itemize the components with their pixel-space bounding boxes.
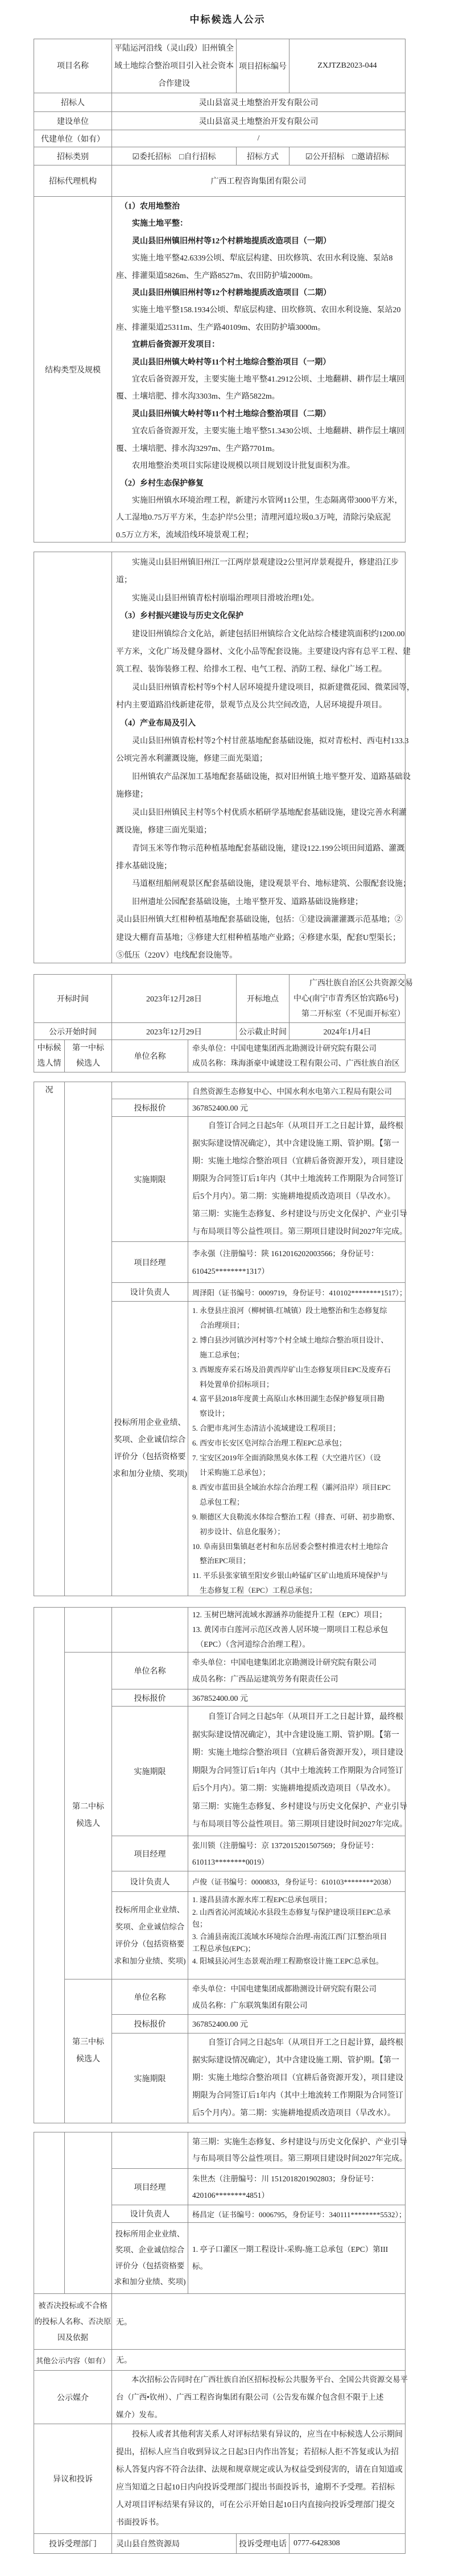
- value-c3-performance-line-0: 1. 亭子口灌区一期工程设计-采购-施工总承包（EPC）第III: [192, 2245, 388, 2254]
- value-bid-category: [111, 147, 237, 165]
- value-structure-scale-part2-line-11: 公顷完善水利灌溉设施，修建三面光渠道；: [116, 755, 267, 764]
- document-title: 中标候选人公示: [189, 14, 266, 25]
- label-first-candidate: [64, 1039, 112, 1072]
- value-c1-performance-line-4: 3. 西塬废弃采石场及沿黄西岸矿山生态修复项目EPC及废弃石: [192, 1365, 391, 1374]
- value-c1-bid-price-line-0: 367852400.00 元: [192, 1104, 248, 1113]
- value-structure-scale-part2-line-21: 建设大棚育苗基地；③修建大红柑种植基地产业路；④修建水渠，配套U型渠长；: [116, 933, 401, 942]
- label-open-time-line-0: 开标时间: [57, 995, 89, 1004]
- value-c2-performance-line-4: 工程总承包(EPC)；: [192, 1944, 255, 1953]
- label-c2-performance-line-2: 评价分（包括资格要: [115, 1939, 185, 1948]
- value-structure-scale-part2-line-16: 青饲玉米等作物示范种植基地配套基础设施，建设122.199公顷田间道路、灌溉: [116, 844, 405, 853]
- value-bid-agency-line-0: 广西工程咨询集团有限公司: [210, 177, 307, 186]
- value-c2-design-lead: [188, 1871, 406, 1892]
- value-c1-impl-period-line-3: 期限为合同签订后1年内（其中土地流转工作期限为合同签订: [192, 1175, 403, 1183]
- label-open-time: [34, 974, 112, 1023]
- label-complaint-phone: [236, 2533, 289, 2554]
- value-objection-complaint-line-3: 应当知道之日起10日内向投诉受理部门提出书面投诉书，逾期不予受理。若招标: [116, 2483, 395, 2492]
- value-c1-performance-cont-line-2: （EPC）（含河道综合治理工程）。: [192, 1640, 311, 1649]
- value-publicity-media-line-0: 本次招标公告同时在广西壮族自治区招标投标公共服务平台、全国公共资源交易平: [116, 2375, 408, 2384]
- value-c3-impl-period-part1: [188, 2033, 406, 2123]
- label-other-publicity: [34, 2349, 112, 2371]
- label-publicity-media: [34, 2370, 112, 2424]
- label-first-candidate-line-1: 候选人: [76, 1059, 100, 1068]
- label-c1-unit-name: [111, 1039, 188, 1072]
- value-c2-performance-line-5: 4. 阳城县沁河生态景观治理工程勘察设计施工EPC总承包。: [192, 1956, 383, 1965]
- label-bid-agency: [34, 165, 112, 197]
- label-second-candidate: [64, 1652, 112, 1979]
- value-c1-performance-line-5: 料处置单价招标项目；: [192, 1380, 274, 1389]
- value-c2-bid-price: [188, 1689, 406, 1707]
- value-c1-design-lead-line-0: 周泽阳（证书编号：0009719，身份证号：410102********1517）；: [192, 1288, 407, 1297]
- label-c1-performance-line-0: 投标所用企业业绩、: [114, 1418, 186, 1427]
- value-agent-build-unit: [111, 130, 406, 147]
- value-structure-scale-part1-line-3: 实施土地平整42.6339公顷、犁底层构建、田坎修筑、农田水利设施、泵站8: [116, 254, 393, 263]
- value-project-name-line-0: 平陆运河沿线（灵山段）旧州镇全: [114, 44, 234, 53]
- label-c3-design-lead: [111, 2205, 188, 2223]
- value-c1-performance-line-17: 整治EPC项目；: [192, 1556, 250, 1566]
- label-structure-type-scale-line-0: 结构类型及规模: [45, 366, 101, 375]
- value-c1-performance-line-0: 1. 永登县庄浪河（柳树镇-红城镇）段土地整治和生态修复综: [192, 1306, 387, 1315]
- label-third-candidate-line-0: 第三中标: [72, 2038, 104, 2047]
- value-objection-complaint-line-4: 人对项目评标结果有异议的，可在公示开始日起10日内直接向投诉受理部门提交: [116, 2501, 395, 2509]
- label-complaint-phone-line-0: 投诉受理电话: [239, 2540, 287, 2549]
- label-bid-method: [236, 147, 289, 165]
- label-c2-unit-name: [111, 1652, 188, 1689]
- value-tenderer: [111, 93, 406, 112]
- value-c3-impl-period-part2: [188, 2132, 406, 2169]
- value-c1-impl-period-line-5: 第三期：实施生态修复、乡村建设与历史文化保护、产业引导: [192, 1210, 407, 1219]
- label-c1-performance-cont: [111, 1607, 188, 1653]
- value-c1-project-manager-line-0: 李永强（注册编号：陕 1612016202003566；身份证号：: [192, 1249, 379, 1258]
- label-bid-number-line-0: 项目招标编号: [239, 63, 287, 71]
- value-c1-performance-line-7: 察设计；: [192, 1409, 230, 1418]
- value-objection-complaint-line-5: 书面投诉书。: [116, 2519, 164, 2527]
- value-construction-unit-line-0: 灵山县富灵土地整治开发有限公司: [198, 117, 318, 126]
- value-c3-impl-period-part1-line-3: 期限为合同签订后1年内（其中土地流转工作期限为合同签订: [192, 2092, 403, 2100]
- value-bid-number-line-0: ZXJTZB2023-044: [317, 61, 377, 70]
- label-rejected-bidders-line-1: 的投标人名称、否决原: [34, 2317, 111, 2326]
- value-structure-scale-part2-line-17: 排水基础设施；: [116, 862, 172, 871]
- value-c1-impl-period-line-0: 自签订合同之日起5年（从项目开工之日起计算，最终根: [192, 1122, 403, 1130]
- value-structure-scale-part1: [111, 196, 406, 542]
- label-c1-design-lead: [111, 1282, 188, 1302]
- value-structure-scale-part2-line-8: 村内主要道路沿线新建花带，景观节点及公共空间改造，人居环境提升项目。: [116, 701, 387, 710]
- value-publicity-media-line-2: 媒介）发布。: [116, 2411, 162, 2419]
- value-c1-bid-price: [188, 1099, 406, 1117]
- label-structure-type-scale: [34, 196, 112, 542]
- value-structure-scale-part1-line-5: 灵山县旧州镇旧州村等12个村耕地提质改造项目（二期）: [116, 289, 331, 298]
- value-structure-scale-part1-line-11: 覆、土壤培肥、排水沟3303m、生产路5822m。: [116, 392, 280, 401]
- value-c3-design-lead-line-0: 杨昌定（证书编号：0006795，身份证号：340111********5532）；: [192, 2210, 407, 2219]
- label-complaint-department-line-0: 投诉受理部门: [49, 2540, 97, 2549]
- label-candidates-col-part3: [34, 1607, 65, 2123]
- value-c3-impl-period-part1-line-4: 后5个月内）。第二期：实施耕地提质改造项目（旱改水）。: [192, 2109, 395, 2118]
- label-c3-performance-line-0: 投标所用企业业绩、: [115, 2230, 185, 2238]
- value-other-publicity: [111, 2349, 406, 2371]
- value-structure-scale-part1-line-2: 灵山县旧州镇旧州村等12个村耕地提质改造项目（一期）: [116, 237, 331, 246]
- value-structure-scale-part2-line-5: 平方米，文化广场及健身器材、文化小品等配套设施。主要建设内容有总平工程、建: [116, 648, 411, 657]
- value-structure-scale-part1-line-7: 座、排灌渠道25311m、生产路40109m、农田防护墙3000m。: [116, 323, 326, 332]
- value-publicity-start-line-0: 2023年12月29日: [146, 1028, 202, 1037]
- value-c2-performance-line-2: 包；: [192, 1920, 208, 1928]
- value-c2-bid-price-line-0: 367852400.00 元: [192, 1694, 248, 1703]
- label-c3-performance-line-1: 奖项、企业诚信综合: [115, 2246, 185, 2254]
- value-structure-scale-part2-line-10: 灵山县旧州镇青松村等2个村甘蔗基地配套基础设施，拟对青松村、西屯村133.3: [116, 737, 409, 746]
- value-c2-project-manager: [188, 1836, 406, 1871]
- label-c2-unit-name-line-0: 单位名称: [134, 1667, 166, 1676]
- label-publicity-media-line-0: 公示媒介: [57, 2393, 89, 2403]
- label-tenderer: [34, 93, 112, 112]
- label-c1-unit-name-line-0: 单位名称: [134, 1053, 166, 1061]
- label-bid-category-line-0: 招标类别: [57, 152, 89, 161]
- value-structure-scale-part2-line-9: （4）产业布局及引入: [116, 719, 196, 728]
- value-c1-performance-cont-line-0: 12. 玉树巴塘河流域水源涵养功能提升工程（EPC）项目；: [192, 1610, 387, 1619]
- label-publicity-end: [236, 1022, 289, 1040]
- value-structure-scale-part1-line-0: （1）农用地整治: [116, 202, 180, 211]
- value-structure-scale-part1-line-14: 覆、土壤培肥、排水沟3297m、生产路7701m。: [116, 444, 280, 453]
- value-c3-unit-name: [188, 1979, 406, 2015]
- value-c1-performance-cont-line-1: 13. 黄冈市白莲河示范区改善人居环境一期项目工程总承包: [192, 1625, 388, 1634]
- value-c2-impl-period-line-4: 后5个月内）。第二期：实施耕地提质改造项目（旱改水）。: [192, 1784, 395, 1794]
- value-c2-impl-period-line-0: 自签订合同之日起5年（从项目开工之日起计算，最终根: [192, 1713, 403, 1722]
- label-publicity-start: [34, 1022, 112, 1040]
- value-c2-impl-period: [188, 1706, 406, 1836]
- value-publicity-end-line-0: 2024年1月4日: [323, 1028, 371, 1037]
- label-first-candidate-line-0: 第一中标: [72, 1044, 104, 1053]
- label-c1-performance: [111, 1301, 188, 1596]
- value-objection-complaint-line-0: 投标人或者其他利害关系人对评标结果有异议的，应当在中标候选人公示期间: [116, 2430, 403, 2439]
- label-candidates-col-part1-line-1: 选人情: [37, 1059, 61, 1068]
- label-open-place: [236, 974, 289, 1023]
- value-structure-scale-part2-line-4: 建设旧州镇综合文化站，新建包括旧州镇综合文化站综合楼建筑面积约1200.00: [116, 629, 405, 639]
- value-c1-impl-period: [188, 1116, 406, 1242]
- value-c1-performance-line-10: 7. 宝安区2019年全面消除黑臭水体工程（大空港片区）（设: [192, 1453, 381, 1463]
- value-c1-performance-line-1: 合治理项目；: [192, 1320, 245, 1330]
- value-structure-scale-part1-line-19: 0.5万立方米，流域沿线环境景观工程；: [116, 531, 254, 540]
- value-open-place: [289, 974, 413, 1023]
- value-c2-impl-period-line-1: 据实际建设情况确定），其中含建设施工期、管护期。【第一: [192, 1730, 399, 1740]
- label-c1-project-manager-line-0: 项目经理: [134, 1258, 166, 1268]
- value-objection-complaint: [111, 2424, 406, 2534]
- label-objection-complaint: [34, 2424, 112, 2534]
- value-c1-project-manager: [188, 1241, 406, 1283]
- value-c3-impl-period-part2-line-0: 第三期：实施生态修复、乡村建设与历史文化保护、产业引导: [192, 2138, 407, 2147]
- label-c1-impl-period-line-0: 实施期限: [134, 1175, 166, 1185]
- value-project-name: [111, 39, 237, 93]
- label-other-publicity-line-0: 其他公示内容（如有）: [35, 2356, 110, 2365]
- label-c1-performance-line-2: 评价分（包括资格要: [114, 1452, 186, 1461]
- value-c1-performance-line-13: 总承包工程；: [192, 1497, 245, 1506]
- value-c1-performance-line-6: 4. 富平县2018年度黄土高原山水林田湖生态保护修复项目勘: [192, 1394, 385, 1403]
- label-c3-performance-line-3: 求和加分业绩、奖项): [114, 2277, 186, 2286]
- label-c2-performance-line-1: 奖项、企业诚信综合: [115, 1922, 185, 1931]
- label-candidates-col-part4: [34, 2132, 65, 2294]
- value-c3-impl-period-part1-line-2: 期：实施土地综合整治项目（宜耕后备资源开发），项目建设: [192, 2074, 403, 2082]
- label-agent-build-unit-line-0: 代建单位（如有）: [41, 135, 105, 144]
- value-c3-project-manager: [188, 2168, 406, 2205]
- value-c1-performance-line-9: 6. 西安市长安区皂河综合治理工程EPC总承包；: [192, 1439, 346, 1448]
- label-structure-scale-cont: [34, 552, 112, 963]
- label-third-candidate-line-1: 候选人: [76, 2055, 100, 2064]
- value-rejected-bidders-line-0: 无。: [116, 2318, 132, 2327]
- value-structure-scale-part2-line-13: 施修建；: [116, 790, 148, 800]
- label-c2-impl-period-line-0: 实施期限: [134, 1767, 166, 1776]
- value-complaint-phone-line-0: 0777-6428308: [293, 2539, 340, 2548]
- label-c3-performance: [111, 2222, 188, 2294]
- label-tenderer-line-0: 招标人: [61, 99, 85, 107]
- value-publicity-end: [289, 1022, 406, 1040]
- label-c2-bid-price-line-0: 投标报价: [134, 1694, 166, 1703]
- value-c1-performance-line-19: 生态修复工程（EPC）工程总承包；: [192, 1586, 317, 1595]
- value-c2-performance-line-3: 3. 合浦县南流江流域水环境综合治理-南流江西门江整治项目: [192, 1932, 387, 1941]
- value-c1-performance-line-16: 10. 阜南县田集镇赵老村和东岳居委会整村推进农村土地综合: [192, 1542, 388, 1551]
- value-c3-impl-period-part1-line-1: 据实际建设情况确定），其中含建设施工期、管护期。【第一: [192, 2056, 399, 2065]
- label-c3-bid-price-line-0: 投标报价: [134, 2020, 166, 2029]
- value-structure-scale-part2-line-12: 旧州镇农产品深加工基地配套基础设施，拟对旧州镇土地平整开发、道路基础设: [116, 772, 411, 781]
- label-c3-performance-line-2: 评价分（包括资格要: [115, 2262, 185, 2270]
- value-structure-scale-part1-line-17: 实施旧州镇水环境治理工程，新建污水管网11公里，生态隔离带3000平方米，: [116, 496, 403, 505]
- label-c1-bid-price: [111, 1099, 188, 1117]
- value-c2-project-manager-line-1: 610113********0019）: [192, 1857, 269, 1866]
- label-c3-impl-period: [111, 2033, 188, 2123]
- label-c2-performance: [111, 1891, 188, 1979]
- label-bid-category: [34, 147, 112, 165]
- value-structure-scale-part1-line-6: 实施土地平整158.1934公顷、犁底层构建、田坎修筑、农田水利设施、泵站20: [116, 306, 401, 315]
- value-c1-impl-period-line-2: 期：实施土地综合整治项目（宜耕后备资源开发），项目建设: [192, 1157, 403, 1166]
- value-structure-scale-part2-line-6: 筑工程、装饰装修工程、给排水工程、电气工程、消防工程、绿化广场工程。: [116, 665, 387, 674]
- value-c3-bid-price-line-0: 367852400.00 元: [192, 2020, 248, 2029]
- value-structure-scale-part1-line-9: 灵山县旧州镇大岭村等11个村土地综合整治项目（一期）: [116, 358, 331, 367]
- value-c2-performance-line-1: 2. 山西省沁河流域沁水县段生态修复与保护建设项目EPC总承: [192, 1907, 391, 1916]
- label-publicity-end-line-0: 公示截止时间: [239, 1028, 287, 1037]
- value-c1-impl-period-line-4: 后5个月内）。第二期：实施耕地提质改造项目（旱改水）。: [192, 1192, 395, 1201]
- label-first-candidate-cont: [64, 1082, 112, 1596]
- value-c1-unit-name-part2: [188, 1082, 406, 1099]
- value-c1-project-manager-line-1: 610425********1317）: [192, 1266, 269, 1275]
- label-c2-impl-period: [111, 1706, 188, 1836]
- value-bid-category-line-0: ☑委托招标 □自行招标: [132, 152, 216, 161]
- value-c1-unit-name-part1-line-0: 牵头单位：中国电建集团西北勘测设计研究院有限公司: [192, 1044, 377, 1053]
- value-bid-method-line-0: ☑公开招标 □邀请招标: [305, 152, 389, 161]
- label-publicity-start-line-0: 公示开始时间: [49, 1028, 97, 1037]
- value-publicity-media-line-1: 台（广西•钦州）、广西工程咨询集团有限公司（公告发布媒介包含但不限于上述: [116, 2393, 384, 2401]
- label-c1-impl-period: [111, 1116, 188, 1242]
- value-structure-scale-part2-line-1: 道；: [116, 576, 132, 585]
- value-structure-scale-part2-line-7: 灵山县旧州镇青松村等9个村人居环境提升建设项目，拟新建微花园、微菜园等，: [116, 683, 415, 692]
- label-c3-impl-period-line-0: 实施期限: [134, 2074, 166, 2084]
- value-rejected-bidders: [111, 2293, 406, 2350]
- label-c1-performance-line-1: 奖项、企业诚信综合: [114, 1435, 186, 1444]
- value-structure-scale-part1-line-15: 农用地整治类项目实际建设规模以项目规划设计批复面积为准。: [116, 462, 355, 471]
- label-c1-performance-line-3: 求和加分业绩、奖项): [113, 1469, 187, 1478]
- value-construction-unit: [111, 111, 406, 130]
- value-agent-build-unit-line-0: /: [257, 134, 260, 143]
- value-c1-performance-line-15: 初步设计、信息化服务）；: [192, 1527, 285, 1536]
- label-rejected-bidders-line-2: 因及依据: [57, 2333, 88, 2342]
- label-c3-impl-period-cont: [111, 2132, 188, 2169]
- value-c3-bid-price: [188, 2014, 406, 2034]
- label-third-candidate: [64, 1979, 112, 2123]
- value-structure-scale-part1-line-13: 宜农后备资源开发，主要实施土地平整51.3430公顷、土地翻耕、耕作层土壤回: [116, 427, 405, 436]
- value-structure-scale-part1-line-1: 实施土地平整：: [116, 220, 188, 229]
- value-other-publicity-line-0: 无。: [116, 2356, 132, 2365]
- value-structure-scale-part2-line-2: 实施灵山县旧州镇青松村崩塌治理项目滑坡治理1处。: [116, 594, 319, 603]
- value-c2-performance: [188, 1891, 406, 1979]
- value-c3-performance-line-1: 标。: [192, 2262, 208, 2271]
- value-c1-impl-period-line-1: 据实际建设情况确定），其中含建设施工期、管护期。【第一: [192, 1140, 399, 1148]
- value-c1-performance-cont: [188, 1607, 406, 1653]
- value-bid-agency: [111, 165, 406, 197]
- value-objection-complaint-line-1: 提出，招标人应当自收到异议之日起3日内作出答复；若招标人拒不答复或认为招: [116, 2448, 399, 2457]
- label-c2-performance-line-3: 求和加分业绩、奖项): [114, 1956, 186, 1965]
- value-c3-project-manager-line-1: 420106********4851）: [192, 2190, 269, 2200]
- value-c1-unit-name-part1-line-1: 成员名称：珠海浙豪中诚建设工程有限公司、广西壮族自治区: [192, 1059, 400, 1067]
- value-structure-scale-part2-line-19: 旧州遗址公园配套基础设施，土地平整开发、道路基础设施修建；: [116, 897, 363, 906]
- value-tenderer-line-0: 灵山县富灵土地整治开发有限公司: [198, 99, 318, 107]
- label-agent-build-unit: [34, 130, 112, 147]
- value-structure-scale-part2-line-22: ⑤低压（220V）电线配套设施等。: [116, 951, 238, 960]
- value-structure-scale-part2-line-3: （3）乡村振兴建设与历史文化保护: [116, 612, 243, 621]
- value-bid-method: [289, 147, 406, 165]
- value-structure-scale-part1-line-4: 座、排灌渠道5826m、生产路8527m、农田防护墙2000m。: [116, 271, 318, 280]
- label-c3-design-lead-line-0: 设计负责人: [130, 2210, 170, 2219]
- label-c2-performance-line-0: 投标所用企业业绩、: [115, 1905, 185, 1914]
- value-c1-performance: [188, 1301, 406, 1596]
- value-project-name-line-1: 域土地综合整治项目引入社会资本: [114, 61, 234, 71]
- label-open-place-line-0: 开标地点: [247, 995, 279, 1004]
- label-c3-unit-name-line-0: 单位名称: [134, 1993, 166, 2002]
- label-candidates-col-part1: [34, 1039, 65, 1072]
- value-c2-design-lead-line-0: 卢俊（证书编号：0000833，身份证号：610103********2038）: [192, 1878, 396, 1886]
- label-construction-unit-line-0: 建设单位: [57, 117, 89, 126]
- label-c2-project-manager-line-0: 项目经理: [134, 1850, 166, 1859]
- value-complaint-department: [111, 2533, 237, 2554]
- value-structure-scale-part1-line-18: 人工湿地0.75万平方米，生态护岸5公里；清理河道垃圾0.3万吨，清除污染底泥: [116, 513, 391, 523]
- label-c1-design-lead-line-0: 设计负责人: [130, 1289, 170, 1297]
- value-open-place-line-0: 广西壮族自治区公共资源交易: [293, 979, 413, 988]
- value-c2-impl-period-line-6: 与布局项目等公益性项目。第三期项目建设时间2027年完成。: [192, 1820, 407, 1829]
- label-rejected-bidders-line-0: 被否决投标或不合格: [38, 2301, 107, 2310]
- value-open-time-line-0: 2023年12月28日: [146, 995, 202, 1004]
- value-c1-performance-line-18: 11. 平乐县张家镇至阳安乡银山岭锰矿区矿山地质环境保护与: [192, 1571, 388, 1580]
- value-c3-unit-name-line-0: 牵头单位：中国电建集团成都勘测设计研究院有限公司: [192, 1984, 377, 1993]
- value-c3-impl-period-part2-line-1: 与布局项目等公益性项目。第三期项目建设时间2027年完成。: [192, 2154, 407, 2163]
- label-c1-bid-price-line-0: 投标报价: [134, 1104, 166, 1113]
- value-c1-unit-name-part1: [188, 1039, 406, 1072]
- value-c2-impl-period-line-5: 第三期：实施生态修复、乡村建设与历史文化保护、产业引导: [192, 1802, 407, 1811]
- value-c1-impl-period-line-6: 与布局项目等公益性项目。第三期项目建设时间2027年完成。: [192, 1228, 407, 1236]
- value-structure-scale-part2: [111, 552, 415, 963]
- value-structure-scale-part2-line-0: 实施灵山县旧州镇旧州江一江两岸景观建设2公里河岸景观提升，修建沿江步: [116, 558, 399, 567]
- label-c2-bid-price: [111, 1689, 188, 1707]
- value-structure-scale-part2-line-18: 马道枢纽船闸观景区配套基础设施，建设观景平台、地标建筑、公服配套设施；: [116, 880, 411, 889]
- value-publicity-start: [111, 1022, 237, 1040]
- value-c2-impl-period-line-2: 期：实施土地综合整治项目（宜耕后备资源开发），项目建设: [192, 1749, 403, 1758]
- value-c1-design-lead: [188, 1282, 406, 1302]
- label-bid-agency-line-0: 招标代理机构: [49, 177, 97, 186]
- label-complaint-department: [34, 2533, 112, 2554]
- value-c3-design-lead: [188, 2205, 406, 2223]
- value-open-place-line-2: 第二开标室（不见面开标室）: [293, 1009, 405, 1018]
- value-c2-unit-name-line-1: 成员名称：广西品运建筑劳务有限责任公司: [192, 1675, 338, 1683]
- label-c3-bid-price: [111, 2014, 188, 2034]
- label-rejected-bidders: [34, 2293, 112, 2350]
- value-c2-unit-name: [188, 1652, 406, 1689]
- value-c3-impl-period-part1-line-0: 自签订合同之日起5年（从项目开工之日起计算，最终根: [192, 2039, 403, 2047]
- value-structure-scale-part1-line-8: 宜耕后备资源开发项目：: [116, 341, 220, 350]
- label-candidates-col-part1-line-0: 中标候: [37, 1044, 61, 1053]
- value-c1-unit-name-part2-line-0: 自然资源生态修复中心、中国水利水电第六工程局有限公司: [192, 1087, 392, 1096]
- label-bid-number: [236, 39, 289, 93]
- value-structure-scale-part1-line-10: 宜农后备资源开发，主要实施土地平整41.2912公顷、土地翻耕、耕作层土壤回: [116, 375, 405, 384]
- value-c1-performance-line-8: 5. 合肥市兆河生态清洁小流域建设工程项目；: [192, 1424, 341, 1433]
- value-c1-performance-line-2: 2. 博白县沙河镇沙河村等7个村全域土地综合整治项目设计、: [192, 1335, 388, 1344]
- value-objection-complaint-line-2: 标人答复内容不符合法律、法规和规章规定或认为权益受到侵害的，请在自知道或: [116, 2466, 403, 2474]
- value-c2-unit-name-line-0: 牵头单位：中国电建集团北京勘测设计研究院有限公司: [192, 1658, 377, 1667]
- label-c1-unit-name-cont: [111, 1082, 188, 1099]
- label-project-name: [34, 39, 112, 93]
- value-c3-unit-name-line-1: 成员名称：广东联筑集团有限公司: [192, 2001, 308, 2010]
- value-bid-number: [289, 39, 406, 93]
- value-structure-scale-part2-line-20: 灵山县旧州镇大红柑种植基地配套基础设施，包括：①建设滴灌灌溉示范基地；②: [116, 916, 403, 925]
- label-c3-project-manager-line-0: 项目经理: [134, 2183, 166, 2192]
- value-complaint-department-line-0: 灵山县自然资源局: [116, 2540, 180, 2549]
- value-c3-project-manager-line-0: 朱世杰（注册编号：川 1512018201902803；身份证号：: [192, 2174, 379, 2183]
- label-second-candidate-line-1: 候选人: [76, 1820, 100, 1828]
- value-structure-scale-part2-line-15: 溉设施，修建三面光渠道；: [116, 826, 212, 835]
- value-structure-scale-part1-line-16: （2）乡村生态保护修复: [116, 479, 204, 488]
- label-third-candidate-cont: [64, 2132, 112, 2294]
- label-c3-project-manager: [111, 2168, 188, 2205]
- label-c1-project-manager: [111, 1241, 188, 1283]
- label-bid-method-line-0: 招标方式: [247, 152, 279, 161]
- label-c2-project-manager: [111, 1836, 188, 1871]
- label-candidates-col-part2: [34, 1082, 65, 1596]
- label-c2-design-lead: [111, 1871, 188, 1892]
- value-structure-scale-part2-line-14: 灵山县旧州镇民主村等5个村优质水稻研学基地配套基础设施，建设完善水利灌: [116, 808, 407, 817]
- label-objection-complaint-line-0: 异议和投诉: [53, 2475, 93, 2484]
- value-complaint-phone: [289, 2533, 406, 2554]
- value-c2-project-manager-line-0: 张川锁（注册编号：京 1372015201507569；身份证号：: [192, 1841, 379, 1850]
- label-c3-unit-name: [111, 1979, 188, 2015]
- value-open-place-line-1: 中心(南宁市青秀区怡宾路6号): [293, 994, 399, 1003]
- value-c1-performance-line-11: 计采购施工总承包）；: [192, 1468, 270, 1477]
- label-second-candidate-line-0: 第二中标: [72, 1803, 104, 1811]
- value-c3-performance: [188, 2222, 406, 2294]
- label-c2-design-lead-line-0: 设计负责人: [130, 1878, 170, 1887]
- label-first-candidate-tail: [64, 1607, 112, 1653]
- value-structure-scale-part1-line-12: 灵山县旧州镇大岭村等11个村土地综合整治项目（二期）: [116, 409, 331, 419]
- value-c2-impl-period-line-3: 期限为合同签订后1年内（其中土地流转工作期限为合同签订: [192, 1766, 403, 1775]
- value-publicity-media: [111, 2370, 406, 2424]
- label-project-name-line-0: 项目名称: [57, 61, 89, 71]
- value-c1-performance-line-14: 9. 顺德区大良勒流水体综合整治工程（排查、可研、初步勘察、: [192, 1512, 400, 1521]
- label-construction-unit: [34, 111, 112, 130]
- value-open-time: [111, 974, 237, 1023]
- label-candidates-col-part2-line-0: 况: [45, 1086, 53, 1095]
- value-c1-performance-line-3: 施工总承包；: [192, 1350, 245, 1359]
- value-c1-performance-line-12: 8. 西安市蓝田县全域治水综合治理工程（灞河沿岸）项目EPC: [192, 1482, 391, 1492]
- value-c2-performance-line-0: 1. 遂昌县清水源水库工程EPC总承包项目；: [192, 1895, 332, 1904]
- value-project-name-line-2: 合作建设: [158, 79, 190, 88]
